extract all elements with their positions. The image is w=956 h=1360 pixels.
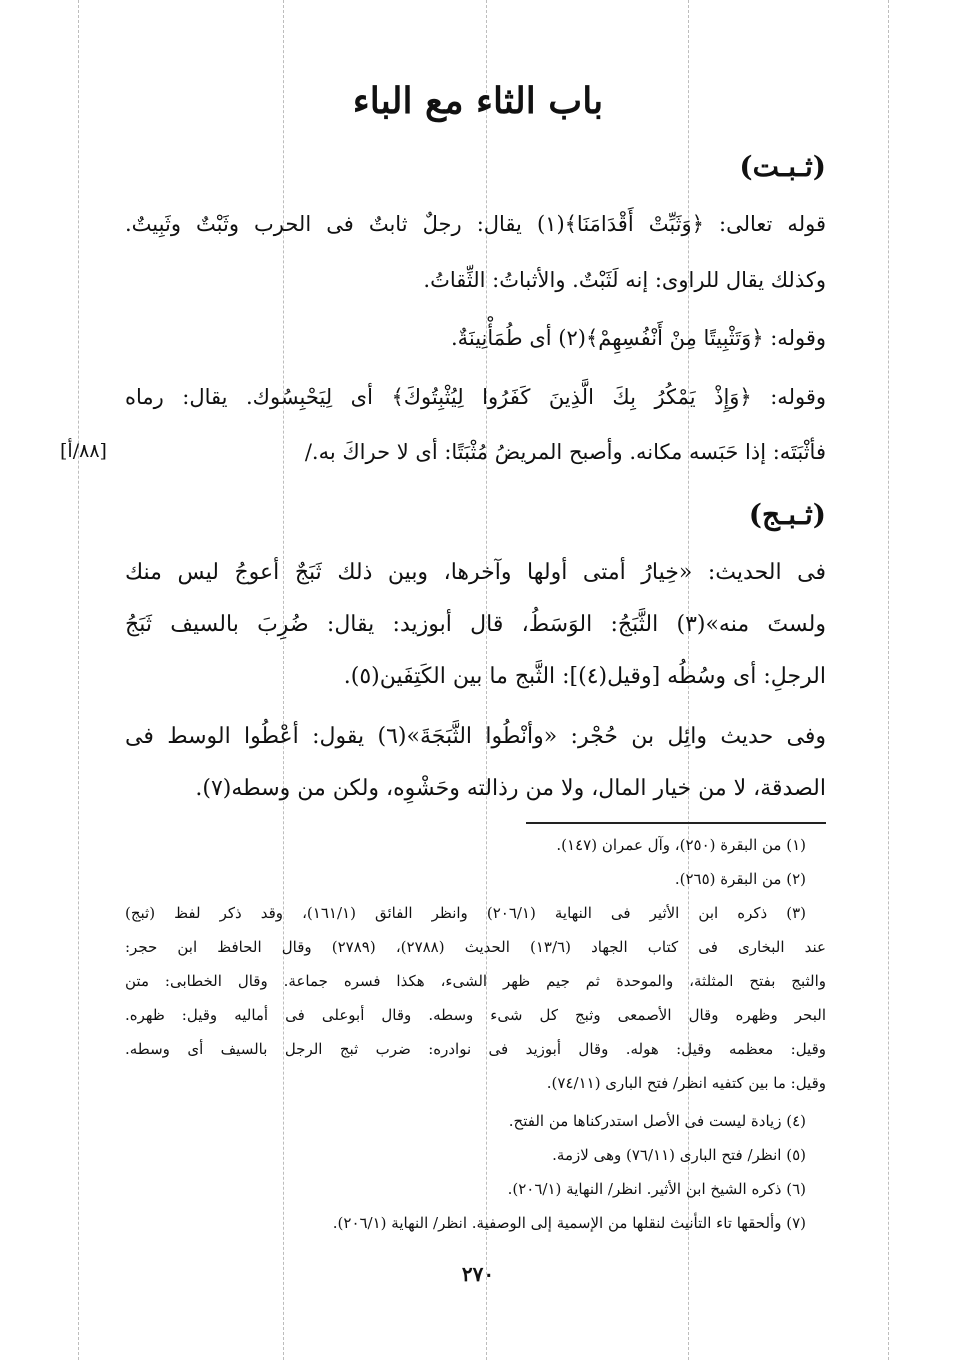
footnote-line: (٧) وألحقها تاء التأنيث لنقلها من الإسمية إلى الوصفية. انظر/ النهاية (٢٠٦/١). <box>332 1214 806 1232</box>
footnote-line: وقيل: معظمه وقيل: هوله. وقال أبوزيد فى نوادره: ضرب ثبج الرجل بالسيف أى وسطه. <box>125 1040 826 1058</box>
text-line: فأثْبَتَه: إذا حَبَسه مكانه. وأصبح المريضُ مُثْبَتًا: أى لا حراكَ به./ <box>304 440 826 464</box>
chapter-title: باب الثاء مع الباء <box>352 80 604 122</box>
text-line: وكذلك يقال للراوى: إنه لَثَبْتٌ. والأثباتُ: الثِّقاتُ. <box>423 268 826 292</box>
footnote-line: البحر وظهره وقال الأصمعى وثبج كل شىء وسطه. وقال أبوعلى فى أماليه وقيل: ظهره. <box>125 1006 826 1024</box>
text-line: ولستَ منه»(٣) الثَّبَجُ: الوَسَطُ، قال أبوزيد: يقال: ضُرِبَ بالسيف ثَبَجُ <box>125 612 826 637</box>
page-number: ٢٧٠ <box>461 1262 495 1286</box>
margin-folio-reference: [٨٨/أ] <box>60 440 107 462</box>
text-line: الصدقة، لا من خيار المال، ولا من رذالته وحَشْوِه، ولكن من وسطه(٧). <box>195 776 826 801</box>
footnote-line: والثبج بفتح المثلثة، والموحدة ثم جيم ظهر الشىء، هكذا فسره جماعة. وقال الخطابى: متن <box>125 972 826 990</box>
footnote-line: وقيل: ما بين كتفيه انظر/ فتح البارى (٧٤/١١). <box>546 1074 826 1092</box>
text-line: قوله تعالى: ﴿وَثَبِّتْ أَقْدَامَنَا﴾(١) يقال: رجلٌ ثابتٌ فى الحرب وثَبْتٌ وثَبِيتٌ. <box>125 212 826 236</box>
footnote-separator <box>526 822 826 824</box>
footnote-line: (٢) من البقرة (٢٦٥). <box>674 870 806 888</box>
footnote-line: عند البخارى فى كتاب الجهاد (١٣/٦) الحديث (٢٧٨٨)، (٢٧٨٩) وقال الحافظ ابن حجر: <box>125 938 826 956</box>
text-line: وقوله: ﴿وَتَثْبِيتًا مِنْ أَنْفُسِهِمْ﴾(٢) أى طُمَأْنِينَةٌ. <box>450 326 826 350</box>
entry-heading-thbj: (ثـبـج) <box>748 498 826 531</box>
footnote-line: (٣) ذكره ابن الأثير فى النهاية (٢٠٦/١) وانظر الفائق (١٦١/١)، وقد ذكر لفظ (ثبج) <box>125 904 806 922</box>
footnote-line: (١) من البقرة (٢٥٠)، وآل عمران (١٤٧). <box>556 836 806 854</box>
text-line: فى الحديث: «خِيارُ أمتى أولها وآخرها، وبين ذلك ثَبَجٌ أعوجُ ليس منك <box>125 560 826 585</box>
text-line: وقوله: ﴿وَإِذْ يَمْكُرُ بِكَ الَّذِينَ كَفَرُوا لِيُثْبِتُوكَ﴾ أى لِيَحْبِسُوك. يقال: رماه <box>125 385 826 409</box>
footnote-line: (٦) ذكره الشيخ ابن الأثير. انظر/ النهاية (٢٠٦/١). <box>507 1180 806 1198</box>
text-line: وفى حديث وائِل بن حُجْر: «وأنْطُوا الثَّبَجَةَ»(٦) يقول: أعْطُوا الوسط فى <box>125 724 827 749</box>
footnote-line: (٤) زيادة ليست فى الأصل استدركناها من الفتح. <box>508 1112 806 1130</box>
footnote-line: (٥) انظر/ فتح البارى (٧٦/١١) وهى لازمة. <box>552 1146 806 1164</box>
text-line: الرجلِ: أى وسُطُه [وقيل(٤)]: الثَّبج ما بين الكَتِفَين(٥). <box>343 664 826 689</box>
entry-heading-thbt: (ثـبـت) <box>739 150 826 183</box>
